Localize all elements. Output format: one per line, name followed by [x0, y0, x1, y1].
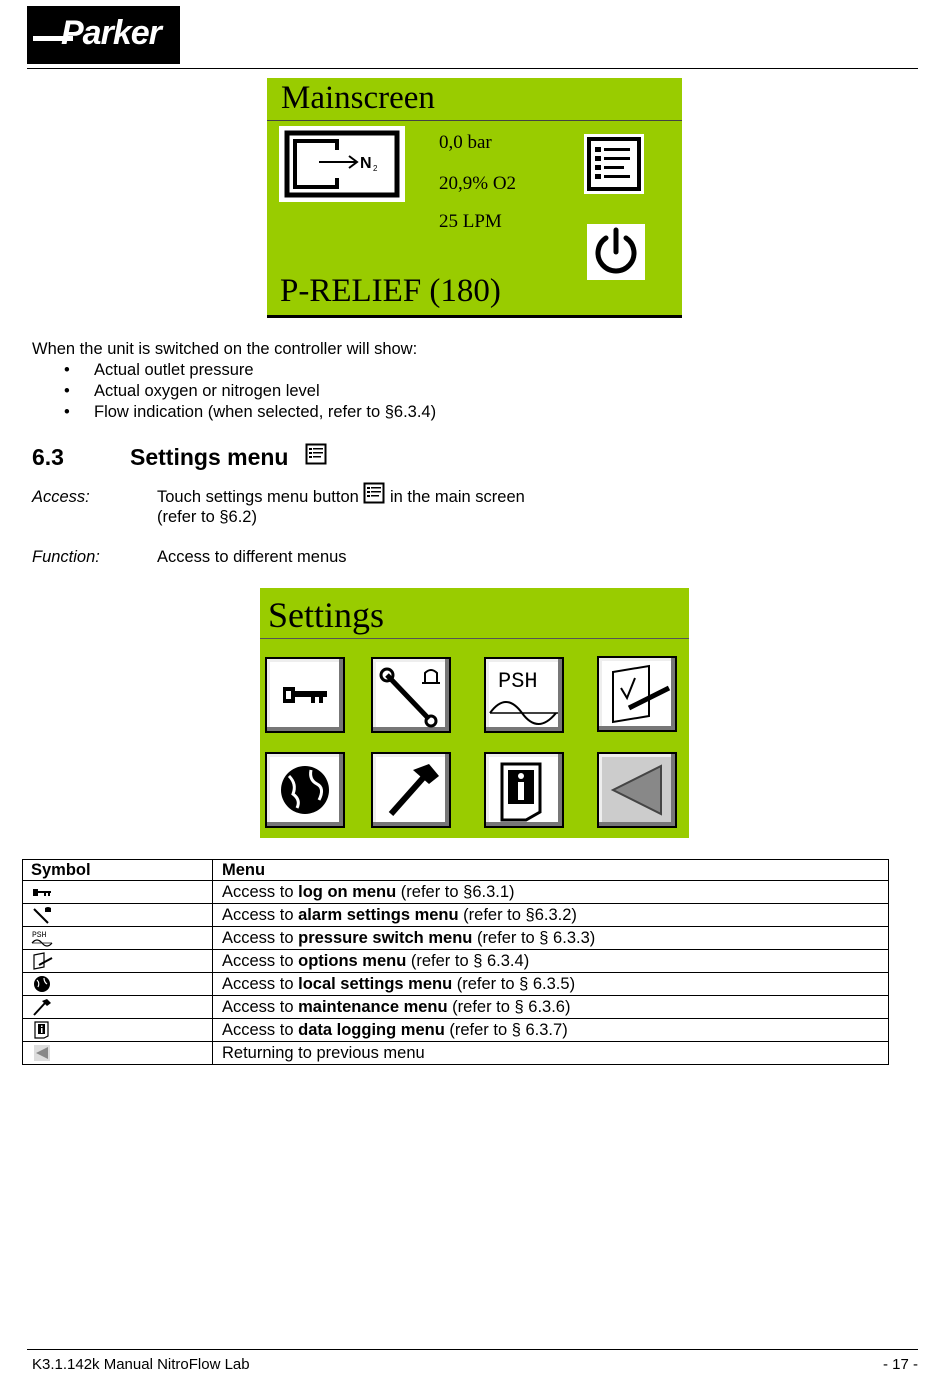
page-number: - 17 - — [882, 1356, 918, 1373]
settings-divider — [260, 638, 689, 639]
table-cell-menu — [213, 1042, 889, 1065]
list-menu-icon — [584, 134, 644, 194]
table-row — [23, 904, 889, 927]
globe-icon — [31, 975, 53, 993]
cell-suffix: (refer to §6.3.2) — [458, 905, 577, 924]
cell-suffix: (refer to § 6.3.5) — [452, 974, 576, 993]
cell-prefix: Access to — [222, 928, 299, 947]
oxygen-reading: 20,9% O2 — [439, 173, 517, 194]
bullet-dot: • — [64, 361, 70, 379]
cell-suffix: (refer to § 6.3.6) — [447, 997, 571, 1016]
menu-column-header: Menu — [213, 860, 889, 881]
table-cell-menu — [213, 881, 889, 904]
alarm-settings-button[interactable] — [371, 657, 451, 733]
bullet-dot: • — [64, 382, 70, 400]
cell-menu-name: log on menu — [298, 882, 397, 901]
options-button[interactable] — [597, 656, 677, 732]
psh-wave-icon — [486, 659, 562, 731]
table-cell-menu — [213, 904, 889, 927]
key-icon — [31, 883, 53, 901]
table-row — [23, 881, 889, 904]
table-row — [23, 927, 889, 950]
symbol-menu-table — [22, 859, 889, 1065]
power-icon — [587, 224, 645, 280]
nitrogen-output-icon — [279, 126, 405, 202]
info-doc-icon — [31, 1021, 53, 1039]
access-ref: (refer to §6.2) — [157, 508, 257, 526]
cell-menu-name: options menu — [298, 951, 407, 970]
maintenance-button[interactable] — [371, 752, 451, 828]
table-cell-menu — [213, 950, 889, 973]
wrench-alarm-icon — [31, 906, 53, 924]
flow-reading: 25 LPM — [439, 211, 502, 232]
cell-prefix: Access to — [222, 951, 299, 970]
cell-prefix: Access to — [222, 997, 299, 1016]
relief-status: P-RELIEF (180) — [280, 273, 501, 309]
table-cell-menu — [213, 973, 889, 996]
n2-subscript: 2 — [373, 164, 378, 173]
psh-label: PSH — [32, 931, 47, 940]
settings-menu-icon — [363, 488, 385, 509]
log-on-button[interactable] — [265, 657, 345, 733]
key-icon — [267, 659, 343, 731]
cell-menu-name: local settings menu — [298, 974, 453, 993]
back-arrow-icon — [599, 754, 675, 826]
header-rule — [27, 68, 918, 69]
cell-menu-name: alarm settings menu — [298, 905, 459, 924]
mainscreen-title: Mainscreen — [281, 80, 435, 116]
bullet-item: Actual oxygen or nitrogen level — [94, 382, 320, 400]
parker-logo — [27, 6, 180, 64]
data-logging-button[interactable] — [484, 752, 564, 828]
table-row — [23, 973, 889, 996]
bullet-item: Flow indication (when selected, refer to §6.3.4) — [94, 403, 437, 421]
cell-prefix: Access to — [222, 1020, 299, 1039]
function-text: Access to different menus — [157, 548, 347, 566]
cell-menu-name: pressure switch menu — [298, 928, 473, 947]
settings-menu-button[interactable] — [584, 134, 644, 194]
logo-text: Parker — [61, 14, 161, 52]
footer-rule — [27, 1349, 918, 1350]
hammer-icon — [31, 998, 53, 1016]
cell-prefix: Access to — [222, 905, 299, 924]
function-label: Function: — [32, 548, 100, 566]
access-label: Access: — [32, 488, 90, 506]
options-check-icon — [599, 658, 675, 730]
back-arrow-icon — [31, 1044, 53, 1062]
power-button[interactable] — [587, 224, 645, 280]
bullet-dot: • — [64, 403, 70, 421]
back-button[interactable] — [597, 752, 677, 828]
cell-suffix: (refer to §6.3.1) — [396, 882, 515, 901]
hammer-icon — [373, 754, 449, 826]
cell-prefix: Access to — [222, 974, 299, 993]
cell-suffix: (refer to § 6.3.3) — [472, 928, 596, 947]
table-header-row — [23, 860, 889, 881]
symbol-column-header: Symbol — [23, 860, 213, 881]
table-cell-menu — [213, 927, 889, 950]
cell-suffix: (refer to § 6.3.7) — [444, 1020, 568, 1039]
cell-menu-name: data logging menu — [298, 1020, 445, 1039]
cell-menu-name: maintenance menu — [298, 997, 448, 1016]
access-text-1: Touch settings menu button — [157, 488, 359, 506]
local-settings-button[interactable] — [265, 752, 345, 828]
table-row — [23, 1042, 889, 1065]
table-cell-menu — [213, 1019, 889, 1042]
table-cell-menu — [213, 996, 889, 1019]
mainscreen-display — [267, 78, 682, 318]
cell-prefix: Returning to previous menu — [222, 1043, 425, 1062]
n2-symbol: N — [360, 155, 372, 172]
globe-icon — [267, 754, 343, 826]
cell-prefix: Access to — [222, 882, 299, 901]
pressure-reading: 0,0 bar — [439, 132, 492, 153]
wrench-alarm-icon — [373, 659, 449, 731]
access-text-2: in the main screen — [389, 488, 525, 506]
access-text — [157, 488, 525, 509]
table-row — [23, 996, 889, 1019]
settings-menu-icon — [305, 443, 327, 470]
psh-label: PSH — [498, 669, 538, 694]
document-id: K3.1.142k Manual NitroFlow Lab — [32, 1356, 250, 1373]
settings-title: Settings — [268, 595, 385, 635]
intro-lead: When the unit is switched on the controller will show: — [32, 340, 418, 358]
pressure-switch-button[interactable] — [484, 657, 564, 733]
options-check-icon — [31, 952, 53, 970]
mainscreen-divider — [267, 120, 682, 121]
info-doc-icon — [486, 754, 562, 826]
table-row — [23, 1019, 889, 1042]
table-row — [23, 950, 889, 973]
settings-display — [260, 588, 689, 838]
section-title: Settings menu — [130, 444, 289, 470]
section-number: 6.3 — [32, 444, 64, 470]
cell-suffix: (refer to § 6.3.4) — [406, 951, 530, 970]
bullet-item: Actual outlet pressure — [94, 361, 254, 379]
psh-wave-icon — [31, 929, 53, 947]
